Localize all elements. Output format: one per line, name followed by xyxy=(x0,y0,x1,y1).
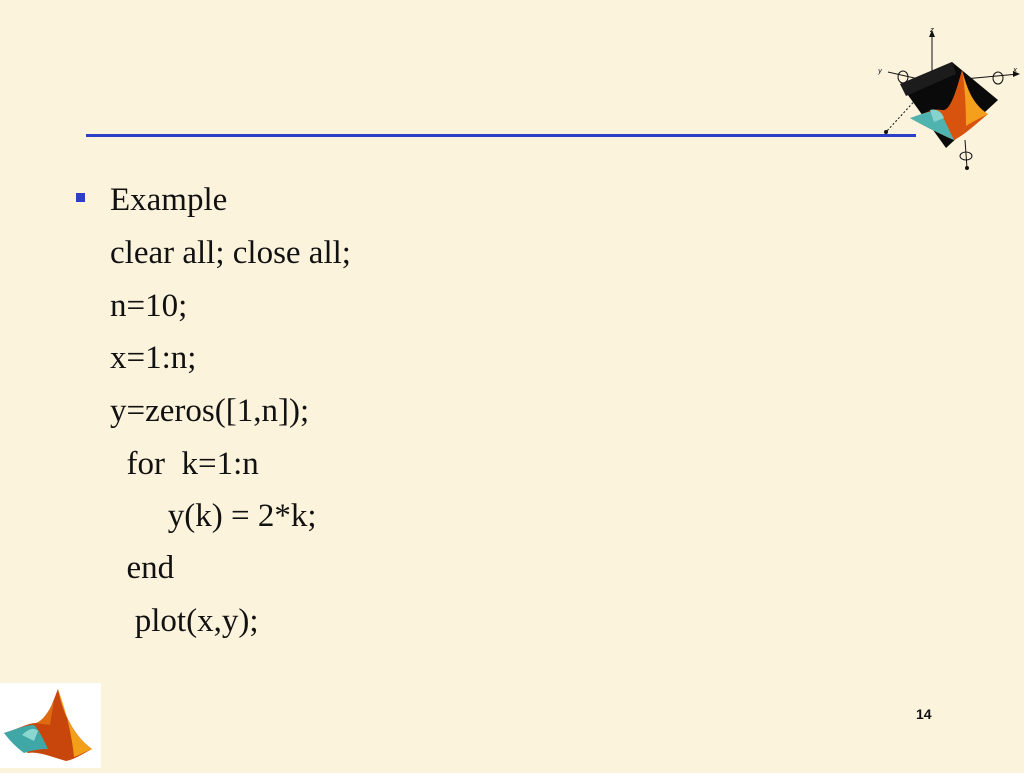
code-line-4: y=zeros([1,n]); xyxy=(110,393,310,429)
code-line-5: for k=1:n xyxy=(110,446,259,482)
matlab-logo-panel xyxy=(0,683,101,768)
code-line-1: clear all; close all; xyxy=(110,235,351,271)
code-line-3: x=1:n; xyxy=(110,340,197,376)
title-divider-line xyxy=(86,134,916,137)
axis-label-z: z xyxy=(930,26,934,34)
code-line-2: n=10; xyxy=(110,288,188,324)
bullet-heading: Example xyxy=(110,182,228,218)
axis-label-y: y xyxy=(878,67,883,75)
page-number: 14 xyxy=(916,706,932,722)
matlab-membrane-icon xyxy=(0,683,101,768)
code-line-7: end xyxy=(110,550,175,586)
bullet-marker xyxy=(76,193,85,202)
code-line-8: plot(x,y); xyxy=(110,603,259,639)
code-line-6: y(k) = 2*k; xyxy=(110,498,317,534)
matlab-cube-logo-icon xyxy=(870,22,1020,174)
axis-label-x: x xyxy=(1013,66,1018,74)
